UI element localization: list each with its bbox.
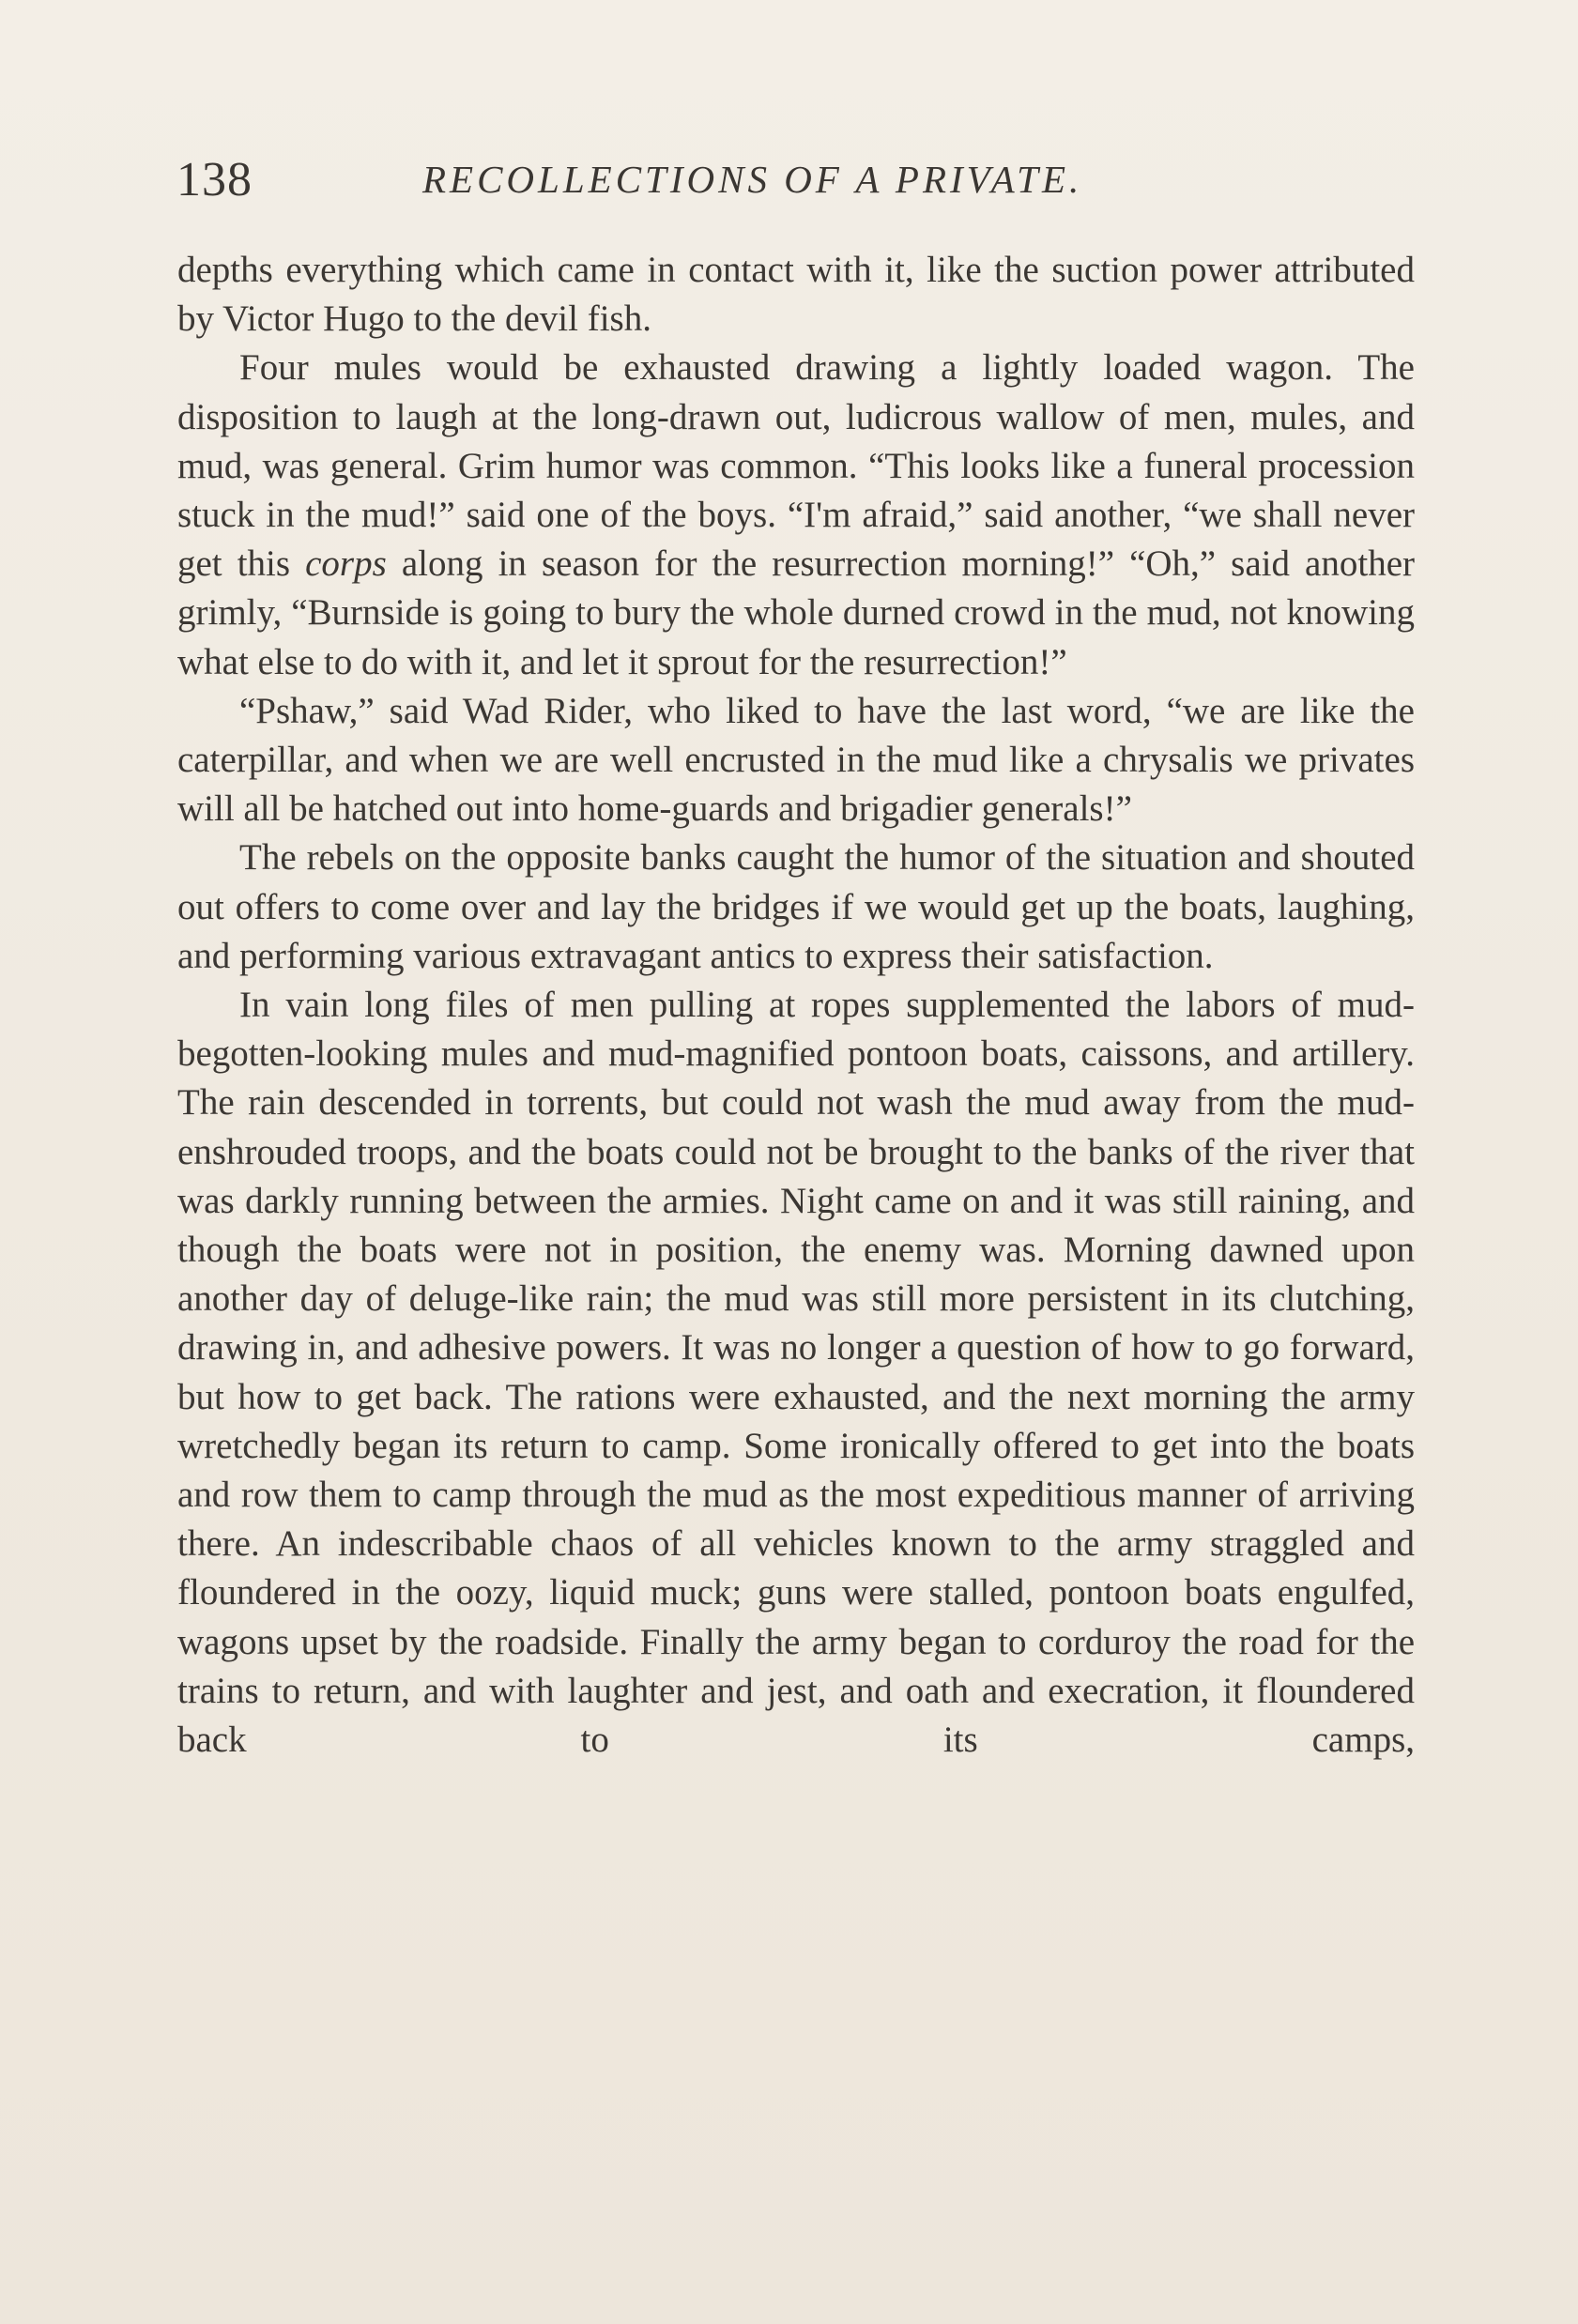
body-text (177, 246, 1415, 1765)
paragraph-5-text: In vain long files of men pulling at ropes supplemented the labors of mud-begotten-looking mules and mud-magnified pontoon boats, caissons, and artillery. The rain descended in torrents, but could not wash the mud away from the mud-enshrouded troops, and the boats could not be brought to the banks of the river that was darkly running between the armies. Night came on and it was still raining, and though the boats were not in position, the enemy was. Morning dawned upon another day of deluge-like rain; the mud was still more persistent in its clutching, drawing in, and adhesive powers. It was no longer a question of how to go forward, but how to get back. The rations were exhausted, and the next morning the army wretchedly began its return to camp. Some ironically offered to get into the boats and row them to camp through the mud as the most expeditious manner of arriving there. An indescribable chaos of all vehicles known to the army straggled and floundered in the oozy, liquid muck; guns were stalled, pontoon boats engulfed, wagons upset by the roadside. Finally the army began to corduroy the road for the trains to return, and with laughter and jest, and oath and execration, it floundered back to its camps, (177, 985, 1415, 1761)
paragraph-1-text: depths everything which came in contact with it, like the suction power attributed by Victor Hugo to the devil fish. (177, 250, 1415, 340)
paragraph-2-text: Four mules would be exhausted drawing a lightly loaded wagon. The disposition to laugh at the long-drawn out, ludicrous wallow of men, mules, and mud, was general. Grim humor was common. “This looks like a funeral procession stuck in the mud!” said one of the boys. “I'm afraid,” said another, “we shall never get this (177, 347, 1415, 585)
paragraph-3 (177, 687, 1415, 834)
paragraph-4 (177, 833, 1415, 981)
paragraph-3-text: “Pshaw,” said Wad Rider, who liked to have the last word, “we are like the caterpillar, and when we are well encrusted in the mud like a chrysalis we privates will all be hatched out into home-guards and brigadier generals!” (177, 690, 1415, 830)
running-head: RECOLLECTIONS OF A PRIVATE. (422, 158, 1083, 201)
paragraph-2 (177, 344, 1415, 686)
paragraph-4-text: The rebels on the opposite banks caught the humor of the situation and shouted out offers to come over and lay the bridges if we would get up the boats, laughing, and performing various extravagant antics to express their satisfaction. (177, 837, 1415, 976)
page-header (176, 150, 1416, 216)
paragraph-5 (177, 981, 1415, 1765)
page-number: 138 (176, 153, 253, 206)
paragraph-2-text-after: along in season for the resurrection morning!” “Oh,” said another grimly, “Burnside is going to bury the whole durned crowd in the mud, not knowing what else to do with it, and let it sprout for the resurrection!” (177, 543, 1415, 682)
italic-word-corps: corps (305, 543, 387, 585)
paragraph-1 (177, 246, 1415, 344)
